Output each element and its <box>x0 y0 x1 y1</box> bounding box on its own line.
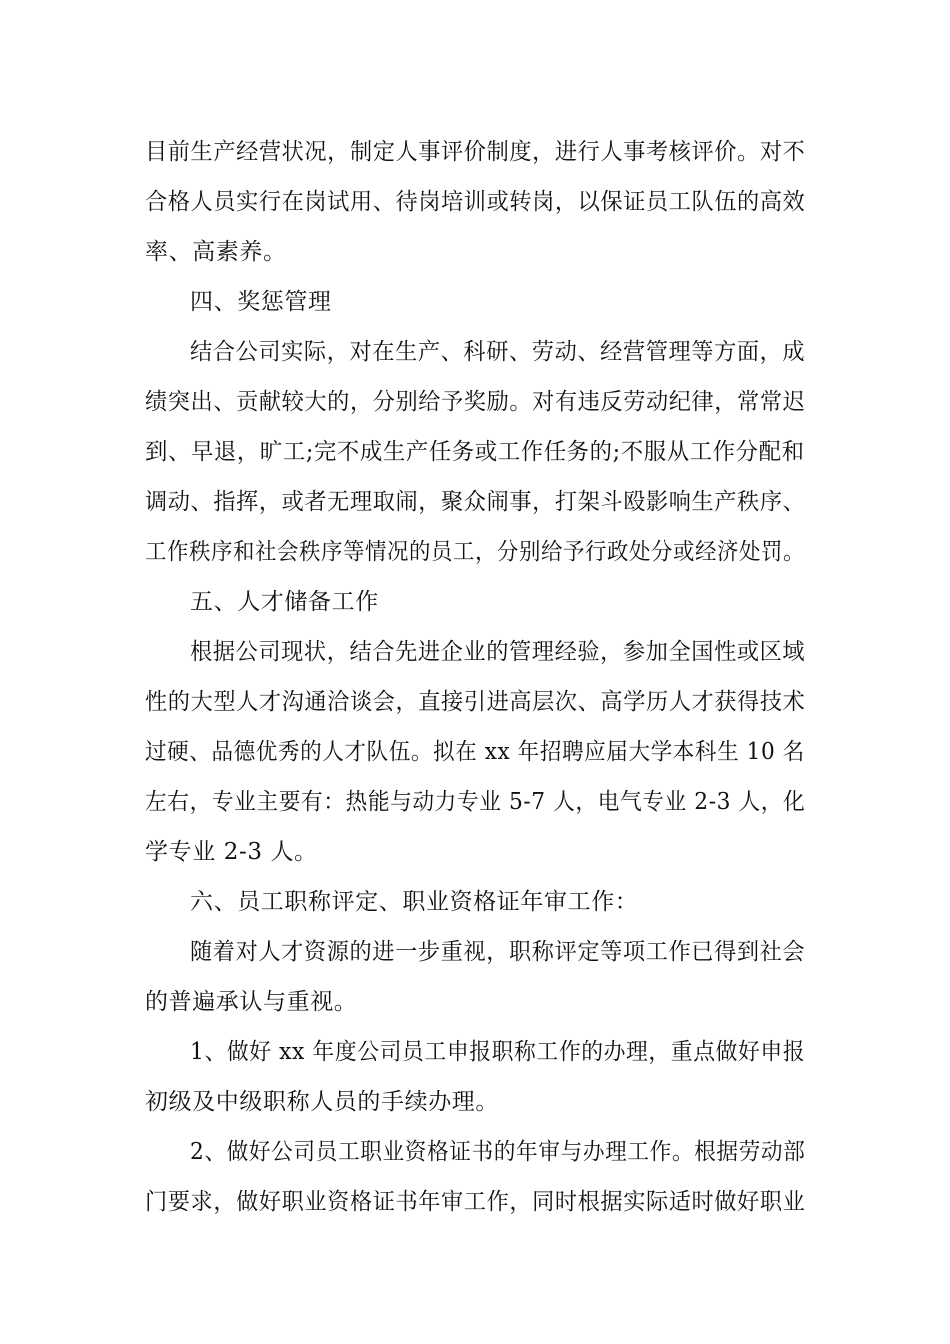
text-line: 结合公司实际，对在生产、科研、劳动、经营管理等方面，成 <box>190 339 806 365</box>
text-line: 根据公司现状，结合先进企业的管理经验，参加全国性或区域 <box>190 639 806 665</box>
text-line: 到、早退，旷工;完不成生产任务或工作任务的;不服从工作分配和 <box>145 439 805 465</box>
text-line: 2、做好公司员工职业资格证书的年审与办理工作。根据劳动部 <box>190 1139 806 1165</box>
text-line: 率、高素养。 <box>145 239 287 265</box>
section-heading: 五、人才储备工作 <box>190 589 379 615</box>
text-line: 合格人员实行在岗试用、待岗培训或转岗，以保证员工队伍的高效 <box>145 189 806 215</box>
text-line: 性的大型人才沟通洽谈会，直接引进高层次、高学历人才获得技术 <box>145 689 806 715</box>
section-heading: 六、员工职称评定、职业资格证年审工作： <box>190 889 639 915</box>
text-line: 的普遍承认与重视。 <box>145 989 358 1015</box>
text-line: 目前生产经营状况，制定人事评价制度，进行人事考核评价。对不 <box>145 139 806 165</box>
text-line: 门要求，做好职业资格证书年审工作，同时根据实际适时做好职业 <box>145 1189 806 1215</box>
text-line: 工作秩序和社会秩序等情况的员工，分别给予行政处分或经济处罚。 <box>145 539 805 565</box>
text-line: 1、做好 xx 年度公司员工申报职称工作的办理，重点做好申报 <box>190 1039 806 1065</box>
text-line: 左右，专业主要有：热能与动力专业 5-7 人，电气专业 2-3 人，化 <box>145 789 806 815</box>
text-line: 随着对人才资源的进一步重视，职称评定等项工作已得到社会 <box>190 939 806 965</box>
text-line: 绩突出、贡献较大的，分别给予奖励。对有违反劳动纪律，常常迟 <box>145 389 806 415</box>
text-line: 过硬、品德优秀的人才队伍。拟在 xx 年招聘应届大学本科生 10 名 <box>145 739 805 765</box>
section-heading: 四、奖惩管理 <box>190 289 332 315</box>
text-line: 初级及中级职称人员的手续办理。 <box>145 1089 499 1115</box>
text-line: 调动、指挥，或者无理取闹，聚众闹事，打架斗殴影响生产秩序、 <box>145 489 806 515</box>
text-line: 学专业 2-3 人。 <box>145 839 318 865</box>
